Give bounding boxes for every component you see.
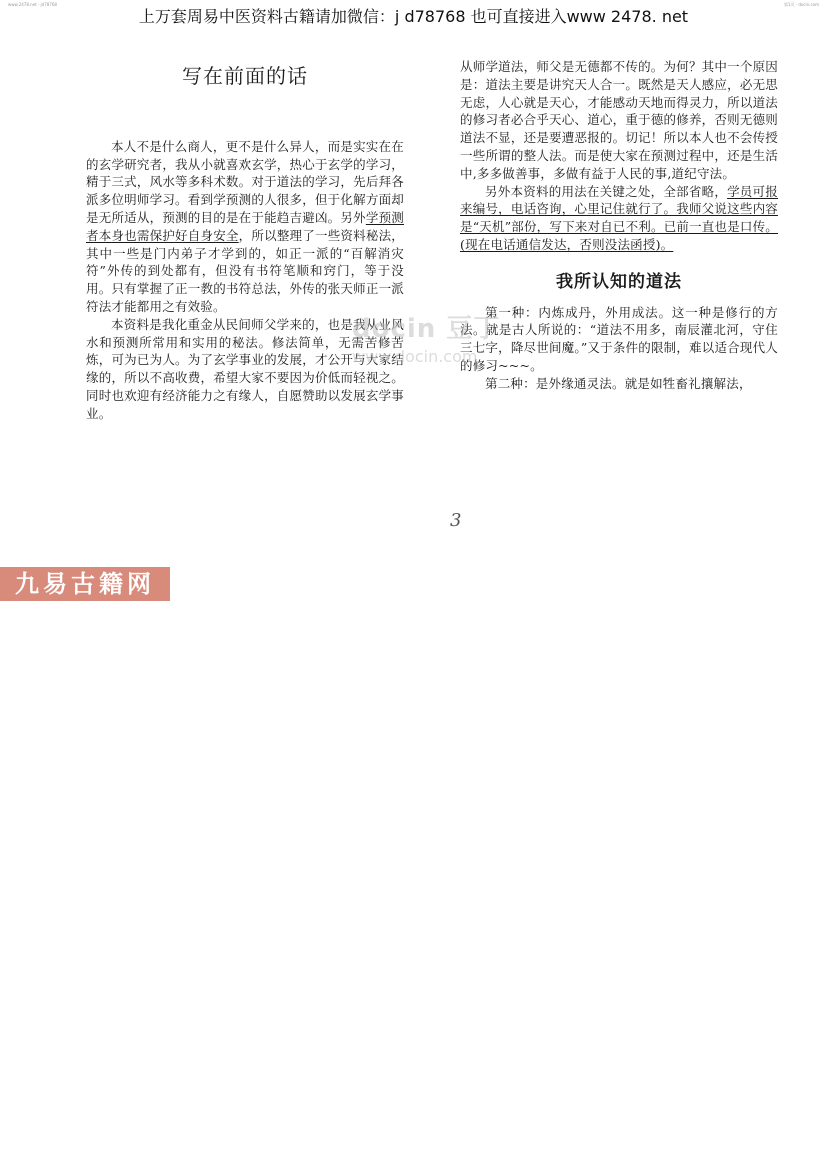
right-paragraph-3: 第一种：内炼成丹，外用成法。这一种是修行的方法。就是古人所说的：“道法不用多，南辰灌北河，守住三七字，降尽世间魔。”又于条件的限制，难以适合现代人的修习~~~。 [460,304,778,373]
right-p2-text-a: 另外本资料的用法在关键之处，全部省略， [485,183,728,199]
left-paragraph-2: 本资料是我化重金从民间师父学来的，也是我从业风水和预测所常用和实用的秘法。修法简单，无需苦修苦炼，可为已为人。为了玄学事业的发展，才公开与大家结缘的，所以不高收费，希望大家不要因为价低而轻视之。同时也欢迎有经济能力之有缘人，自愿赞助以发展玄学事业。 [86,316,404,421]
docin-watermark-logo: docin 豆丁 [352,314,501,344]
docin-watermark-url: www.docin.com [352,347,478,366]
docin-watermark [352,308,500,366]
scanned-page [62,58,802,538]
right-paragraph-2 [460,183,778,254]
site-logo: 九易古籍网 [0,567,170,601]
left-p1-text-a: 本人不是什么商人，更不是什么异人，而是实实在在的玄学研究者，我从小就喜欢玄学，热心于玄学的学习，精于三式，风水等多科术数。对于道法的学习，先后拜各派多位明师学习。看到学预测的人很多，但于化解方面却是无所适从，预测的目的是在于能趋吉避凶。另外 [86,138,404,225]
header-tiny-left: www.2478.net · jd78768 [8,2,57,7]
left-column [86,58,404,423]
right-p2-underlined: 学员可报来编号，电话咨询，心里记住就行了。我师父说这些内容是“天机”部份，写下来对自已不利。已前一直也是口传。(现在电话通信发达，否则没法函授)。 [460,183,778,252]
left-p1-text-b: ，所以整理了一些资料秘法，其中一些是门内弟子才学到的，如正一派的“百解消灾符”外传的到处都有，但没有书符笔顺和窍门，等于没用。只有掌握了正一教的书符总法，外传的张天师正一派符法才能都用之有效验。 [86,227,404,314]
right-column [460,58,778,393]
left-paragraph-1 [86,138,404,316]
left-p1-underlined: 学预测者本身也需保护好自身安全 [86,209,405,243]
left-title: 写在前面的话 [182,64,308,88]
right-paragraph-1: 从师学道法，师父是无德都不传的。为何？其中一个原因是：道法主要是讲究天人合一。既然是天人感应，必无思无虑，人心就是天心，才能感动天地而得灵力，所以道法的修习者必合乎天心、道心，重于德的修养，否则无德则道法不显，还是要遭恶报的。切记！所以本人也不会传授一些所谓的整人法。而是使大家在预测过程中，还是生活中,多多做善事，多做有益于人民的事,道纪守法。 [460,59,778,181]
page-number: 3 [450,510,462,531]
header-tiny-right: 第1页 · docin.com [783,2,819,7]
right-subtitle: 我所认知的道法 [556,271,682,292]
top-banner-text: 上万套周易中医资料古籍请加微信：j d78768 也可直接进入www 2478. net [138,7,689,26]
right-paragraph-4: 第二种：是外缘通灵法。就是如牲畜礼攘解法， [485,375,752,391]
